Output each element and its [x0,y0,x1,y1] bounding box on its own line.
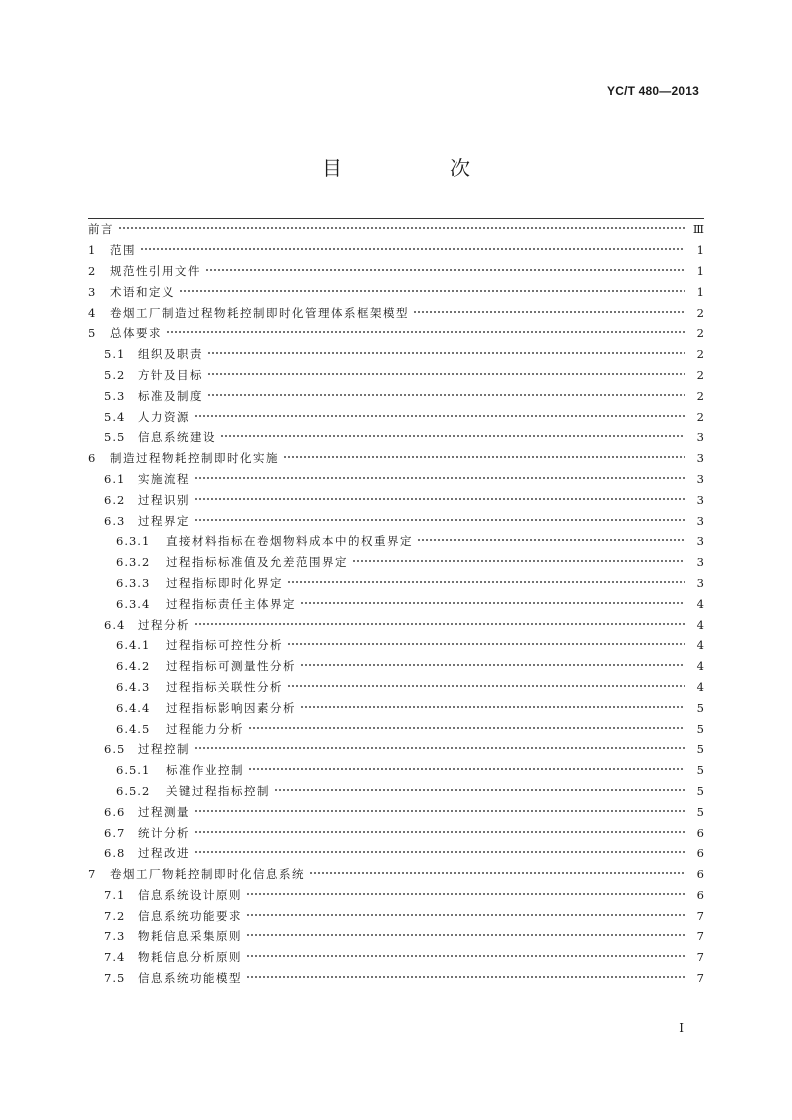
toc-entry-number: 6 [88,451,97,466]
dot-leader [194,847,685,857]
dot-leader [283,452,685,462]
toc-entry-label: 实施流程 [138,471,190,486]
toc-entry[interactable] [88,469,704,490]
toc-entry-page: 2 [696,388,704,403]
toc-entry-page: 3 [696,471,704,486]
toc-entry-label: 制造过程物耗控制即时化实施 [110,451,279,466]
toc-entry-page: 4 [696,659,704,674]
toc-entry-page: 5 [696,804,704,819]
toc-entry[interactable] [88,281,704,302]
toc-entry-page: 7 [696,908,704,923]
toc-entry[interactable] [88,614,704,635]
toc-entry-label: 组织及职责 [138,347,203,362]
toc-entry-page: 5 [696,742,704,757]
toc-entry-number: 6.5.2 [116,783,151,798]
toc-entry-page: 2 [696,367,704,382]
toc-entry-label: 过程指标可测量性分析 [166,659,296,674]
toc-entry-label: 卷烟工厂物耗控制即时化信息系统 [110,867,305,882]
toc-entry-number: 4 [88,305,97,320]
dot-leader [207,369,685,379]
dot-leader [220,431,685,441]
toc-entry[interactable] [88,697,704,718]
toc-entry-page: 4 [696,679,704,694]
toc-entry-label: 方针及目标 [138,367,203,382]
toc-entry[interactable] [88,739,704,760]
toc-entry-label: 过程分析 [138,617,190,632]
toc-entry-label: 过程测量 [138,804,190,819]
toc-entry-label: 信息系统建设 [138,430,216,445]
page-title: 目 次 [322,156,514,180]
toc-entry[interactable] [88,489,704,510]
toc-entry-page: 3 [696,575,704,590]
toc-entry-number: 7 [88,867,97,882]
dot-leader [194,827,685,837]
toc-entry[interactable] [88,448,704,469]
toc-entry-page: 7 [696,929,704,944]
toc-entry-number: 2 [88,263,97,278]
dot-leader [287,681,685,691]
toc-entry-label: 范围 [110,243,136,258]
dot-leader [300,660,685,670]
toc-entry-label: 过程指标可控性分析 [166,638,283,653]
toc-entry-page: 6 [696,887,704,902]
toc-entry-label: 过程识别 [138,492,190,507]
toc-entry-page: 6 [696,846,704,861]
toc-entry-page: 2 [696,409,704,424]
dot-leader [246,951,685,961]
toc-entry-number: 7.4 [104,950,126,965]
toc-entry-page: 1 [696,263,704,278]
toc-entry-label: 总体要求 [110,326,162,341]
toc-entry[interactable] [88,781,704,802]
toc-entry-number: 7.3 [104,929,126,944]
toc-entry-page: 5 [696,700,704,715]
toc-entry-label: 前言 [88,222,114,237]
toc-entry-number: 6.4.5 [116,721,151,736]
toc-entry-number: 5.2 [104,367,126,382]
dot-leader [194,494,685,504]
toc-entry[interactable] [88,656,704,677]
toc-entry-label: 过程指标关联性分析 [166,679,283,694]
dot-leader [246,972,685,982]
dot-leader [207,390,685,400]
toc-entry[interactable] [88,635,704,656]
toc-entry-label: 统计分析 [138,825,190,840]
toc-entry-number: 6.3.3 [116,575,151,590]
toc-entry[interactable] [88,219,704,240]
toc-entry[interactable] [88,718,704,739]
toc-entry[interactable] [88,593,704,614]
page-number: I [679,1021,684,1035]
toc-entry[interactable] [88,864,704,885]
toc-entry-number: 7.5 [104,971,126,986]
dot-leader [179,286,685,296]
toc-entry[interactable] [88,406,704,427]
dot-leader [246,889,685,899]
toc-entry-number: 7.2 [104,908,126,923]
toc-entry-label: 信息系统功能要求 [138,908,242,923]
toc-entry[interactable] [88,677,704,698]
toc-entry-number: 5.1 [104,347,126,362]
toc-entry-page: 4 [696,617,704,632]
dot-leader [205,265,685,275]
toc-entry-page: 7 [696,971,704,986]
toc-entry[interactable] [88,822,704,843]
toc-entry-number: 6.5 [104,742,126,757]
dot-leader [352,556,685,566]
dot-leader [246,930,685,940]
toc-entry-number: 6.1 [104,471,126,486]
toc-entry[interactable] [88,365,704,386]
toc-entry-label: 术语和定义 [110,284,175,299]
toc-entry-page: 2 [696,347,704,362]
toc-entry-label: 过程改进 [138,846,190,861]
standard-code: YC/T 480—2013 [607,84,699,98]
toc-entry-page: 1 [696,284,704,299]
toc-entry-number: 6.4.2 [116,659,151,674]
toc-entry-label: 信息系统功能模型 [138,971,242,986]
toc-entry[interactable] [88,261,704,282]
toc-entry-number: 6.6 [104,804,126,819]
toc-entry-page: 2 [696,305,704,320]
toc-entry[interactable] [88,760,704,781]
toc-entry-page: 5 [696,783,704,798]
dot-leader [287,577,685,587]
dot-leader [417,535,685,545]
toc-entry[interactable] [88,926,704,947]
toc-entry[interactable] [88,302,704,323]
toc-entry-label: 过程控制 [138,742,190,757]
toc-entry-label: 过程指标责任主体界定 [166,596,296,611]
toc-entry[interactable] [88,905,704,926]
toc-entry[interactable] [88,843,704,864]
toc-entry[interactable] [88,573,704,594]
toc-entry-label: 过程指标标准值及允差范围界定 [166,555,348,570]
toc-entry-number: 6.2 [104,492,126,507]
dot-leader [287,639,685,649]
toc-entry-number: 5 [88,326,97,341]
toc-entry[interactable] [88,344,704,365]
toc-entry-label: 物耗信息分析原则 [138,950,242,965]
toc-entry-label: 过程指标影响因素分析 [166,700,296,715]
toc-entry-page: Ⅲ [692,222,704,237]
dot-leader [194,515,685,525]
toc-entry[interactable] [88,531,704,552]
toc-entry-label: 过程能力分析 [166,721,244,736]
toc-entry-page: 7 [696,950,704,965]
dot-leader [246,910,685,920]
toc-entry-page: 3 [696,430,704,445]
dot-leader [140,244,685,254]
toc-entry-label: 过程指标即时化界定 [166,575,283,590]
dot-leader [248,723,685,733]
dot-leader [194,411,685,421]
toc-entry-number: 6.7 [104,825,126,840]
toc-entry-number: 5.4 [104,409,126,424]
toc-entry[interactable] [88,385,704,406]
toc-entry-page: 5 [696,721,704,736]
toc-entry-label: 信息系统设计原则 [138,887,242,902]
toc-entry-number: 6.3.2 [116,555,151,570]
toc-entry-number: 5.5 [104,430,126,445]
toc-entry-number: 6.4.1 [116,638,151,653]
toc-entry-number: 6.3 [104,513,126,528]
dot-leader [274,785,685,795]
dot-leader [309,868,685,878]
dot-leader [118,223,685,233]
toc-entry-page: 6 [696,825,704,840]
toc-entry-number: 6.8 [104,846,126,861]
toc-entry-page: 1 [696,243,704,258]
toc-entry-label: 卷烟工厂制造过程物耗控制即时化管理体系框架模型 [110,305,409,320]
dot-leader [194,619,685,629]
toc-entry-label: 过程界定 [138,513,190,528]
dot-leader [207,348,685,358]
toc-entry-number: 6.4.4 [116,700,151,715]
toc-entry[interactable] [88,323,704,344]
toc-entry-page: 3 [696,492,704,507]
toc-entry-number: 1 [88,243,97,258]
dot-leader [300,598,685,608]
toc-entry-page: 3 [696,451,704,466]
toc-entry-page: 2 [696,326,704,341]
toc-entry[interactable] [88,968,704,989]
dot-leader [300,702,685,712]
toc-entry[interactable] [88,552,704,573]
toc-entry-label: 规范性引用文件 [110,263,201,278]
dot-leader [194,806,685,816]
toc-entry-number: 6.4.3 [116,679,151,694]
toc-entry-page: 3 [696,555,704,570]
toc-entry[interactable] [88,510,704,531]
toc-entry-label: 人力资源 [138,409,190,424]
dot-leader [194,473,685,483]
dot-leader [248,764,685,774]
toc-entry-label: 标准及制度 [138,388,203,403]
toc-entry-page: 6 [696,867,704,882]
toc-entry-page: 4 [696,638,704,653]
toc-entry-number: 6.3.4 [116,596,151,611]
toc-entry-number: 5.3 [104,388,126,403]
toc-entry[interactable] [88,801,704,822]
dot-leader [413,307,685,317]
toc-entry-page: 3 [696,534,704,549]
toc-entry-number: 6.5.1 [116,763,151,778]
toc-entry[interactable] [88,427,704,448]
toc-entry-label: 标准作业控制 [166,763,244,778]
toc-entry-number: 7.1 [104,887,126,902]
toc-entry[interactable] [88,885,704,906]
toc-entry-number: 6.4 [104,617,126,632]
toc-entry-label: 物耗信息采集原则 [138,929,242,944]
toc-entry-label: 关键过程指标控制 [166,783,270,798]
toc-entry-number: 6.3.1 [116,534,151,549]
toc-entry-label: 直接材料指标在卷烟物料成本中的权重界定 [166,534,413,549]
dot-leader [194,743,685,753]
toc-entry-page: 3 [696,513,704,528]
toc-entry-page: 4 [696,596,704,611]
dot-leader [166,327,685,337]
toc-entry-page: 5 [696,763,704,778]
table-of-contents [88,218,704,988]
toc-entry[interactable] [88,947,704,968]
toc-entry-number: 3 [88,284,97,299]
toc-entry[interactable] [88,240,704,261]
